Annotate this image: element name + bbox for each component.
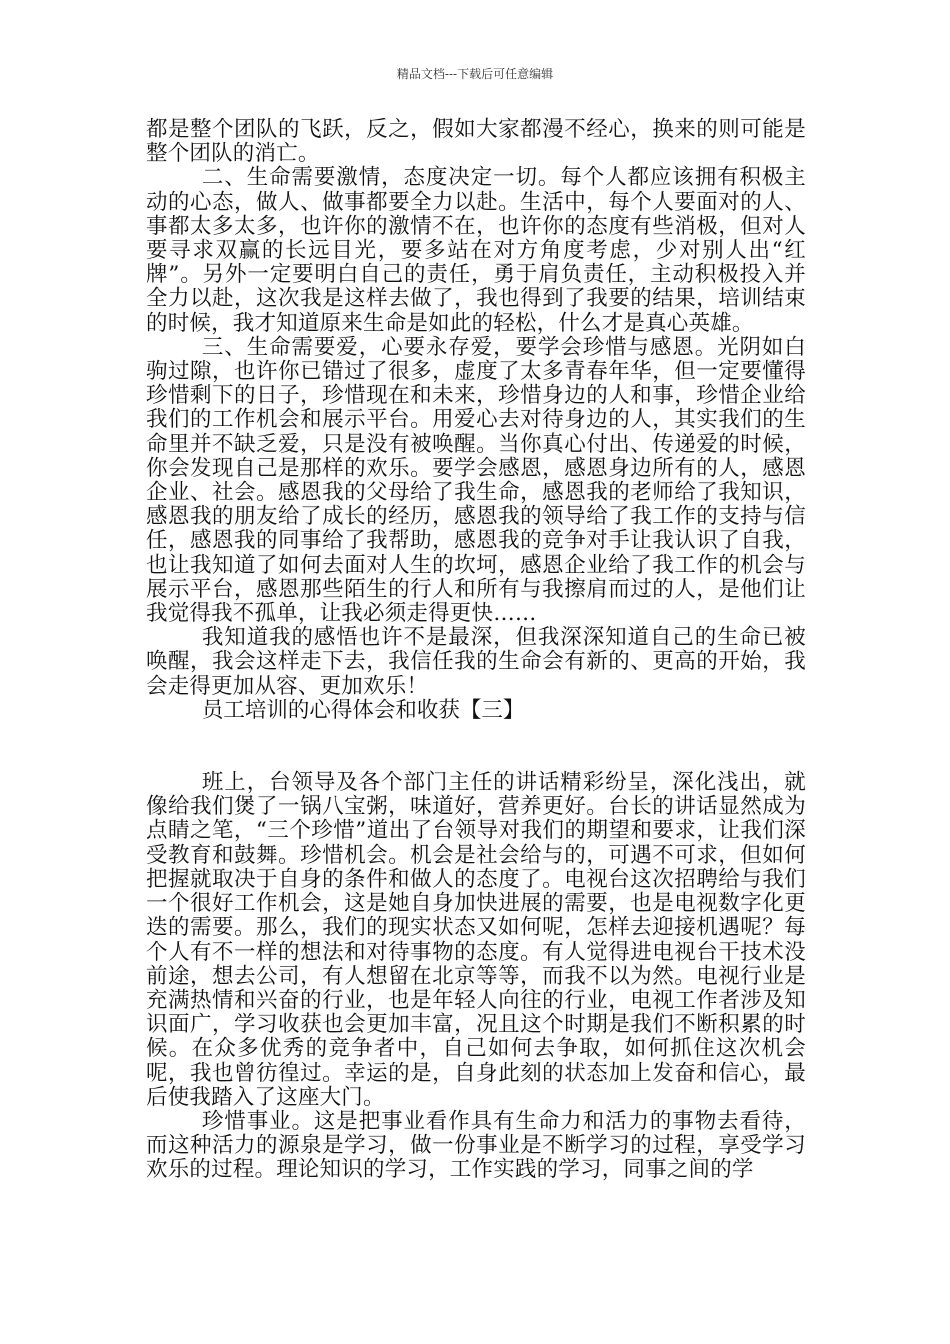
page-header: 精品文档---下载后可任意编辑 xyxy=(396,67,554,81)
section-title: 员工培训的心得体会和收获【三】 xyxy=(201,697,525,723)
paragraph-2: 二、生命需要激情，态度决定一切。每个人都应该拥有积极主动的心态，做人、做事都要全力以赴。生活中，每个人要面对的人、事都太多太多，也许你的激情不在，也许你的态度有些消极，但对人要寻求双赢的长远目光，要多站在对方角度考虑，少对别人出“红牌”。另外一定要明白自己的责任，勇于肩负责任，主动积极投入并全力以赴，这次我是这样去做了，我也得到了我要的结果，培训结束的时候，我才知道原来生命是如此的轻松，什么才是真心英雄。 xyxy=(146,165,806,336)
document-body xyxy=(146,118,806,1183)
paragraph-1: 都是整个团队的飞跃，反之，假如大家都漫不经心，换来的则可能是整个团队的消亡。 xyxy=(146,117,806,167)
paragraph-3: 三、生命需要爱，心要永存爱，要学会珍惜与感恩。光阴如白驹过隙，也许你已错过了很多，虚度了太多青春年华，但一定要懂得珍惜剩下的日子，珍惜现在和未来，珍惜身边的人和事，珍惜企业给我们的工作机会和展示平台。用爱心去对待身边的人，其实我们的生命里并不缺乏爱，只是没有被唤醒。当你真心付出、传递爱的时候，你会发现自己是那样的欢乐。要学会感恩，感恩身边所有的人，感恩企业、社会。感恩我的父母给了我生命，感恩我的老师给了我知识，感恩我的朋友给了成长的经历，感恩我的领导给了我工作的支持与信任，感恩我的同事给了我帮助，感恩我的竞争对手让我认识了自我，也让我知道了如何去面对人生的坎坷，感恩企业给了我工作的机会与展示平台，感恩那些陌生的行人和所有与我擦肩而过的人，是他们让我觉得我不孤单，让我必须走得更快…… xyxy=(146,334,806,627)
paragraph-6: 珍惜事业。这是把事业看作具有生命力和活力的事物去看待，而这种活力的源泉是学习，做一份事业是不断学习的过程，享受学习欢乐的过程。理论知识的学习，工作实践的学习，同事之间的学 xyxy=(146,1108,806,1183)
paragraph-4: 我知道我的感悟也许不是最深，但我深深知道自己的生命已被唤醒，我会这样走下去，我信任我的生命会有新的、更高的开始，我会走得更加从容、更加欢乐！ xyxy=(146,625,806,699)
paragraph-5: 班上，台领导及各个部门主任的讲话精彩纷呈，深化浅出，就像给我们煲了一锅八宝粥，味道好，营养更好。台长的讲话显然成为点睛之笔，“三个珍惜”道出了台领导对我们的期望和要求，让我们深受教育和鼓舞。珍惜机会。机会是社会给与的，可遇不可求，但如何把握就取决于自身的条件和做人的态度了。电视台这次招聘给与我们一个很好工作机会，这是她自身加快进展的需要，也是电视数字化更迭的需要。那么，我们的现实状态又如何呢，怎样去迎接机遇呢？每个人有不一样的想法和对待事物的态度。有人觉得进电视台干技术没前途，想去公司，有人想留在北京等等，而我不以为然。电视行业是充满热情和兴奋的行业，也是年轻人向往的行业，电视工作者涉及知识面广，学习收获也会更加丰富，况且这个时期是我们不断积累的时候。在众多优秀的竞争者中，自己如何去争取，如何抓住这次机会呢，我也曾彷徨过。幸运的是，自身此刻的状态加上发奋和信心，最后使我踏入了这座大门。 xyxy=(146,770,806,1110)
blank-line xyxy=(146,723,806,771)
